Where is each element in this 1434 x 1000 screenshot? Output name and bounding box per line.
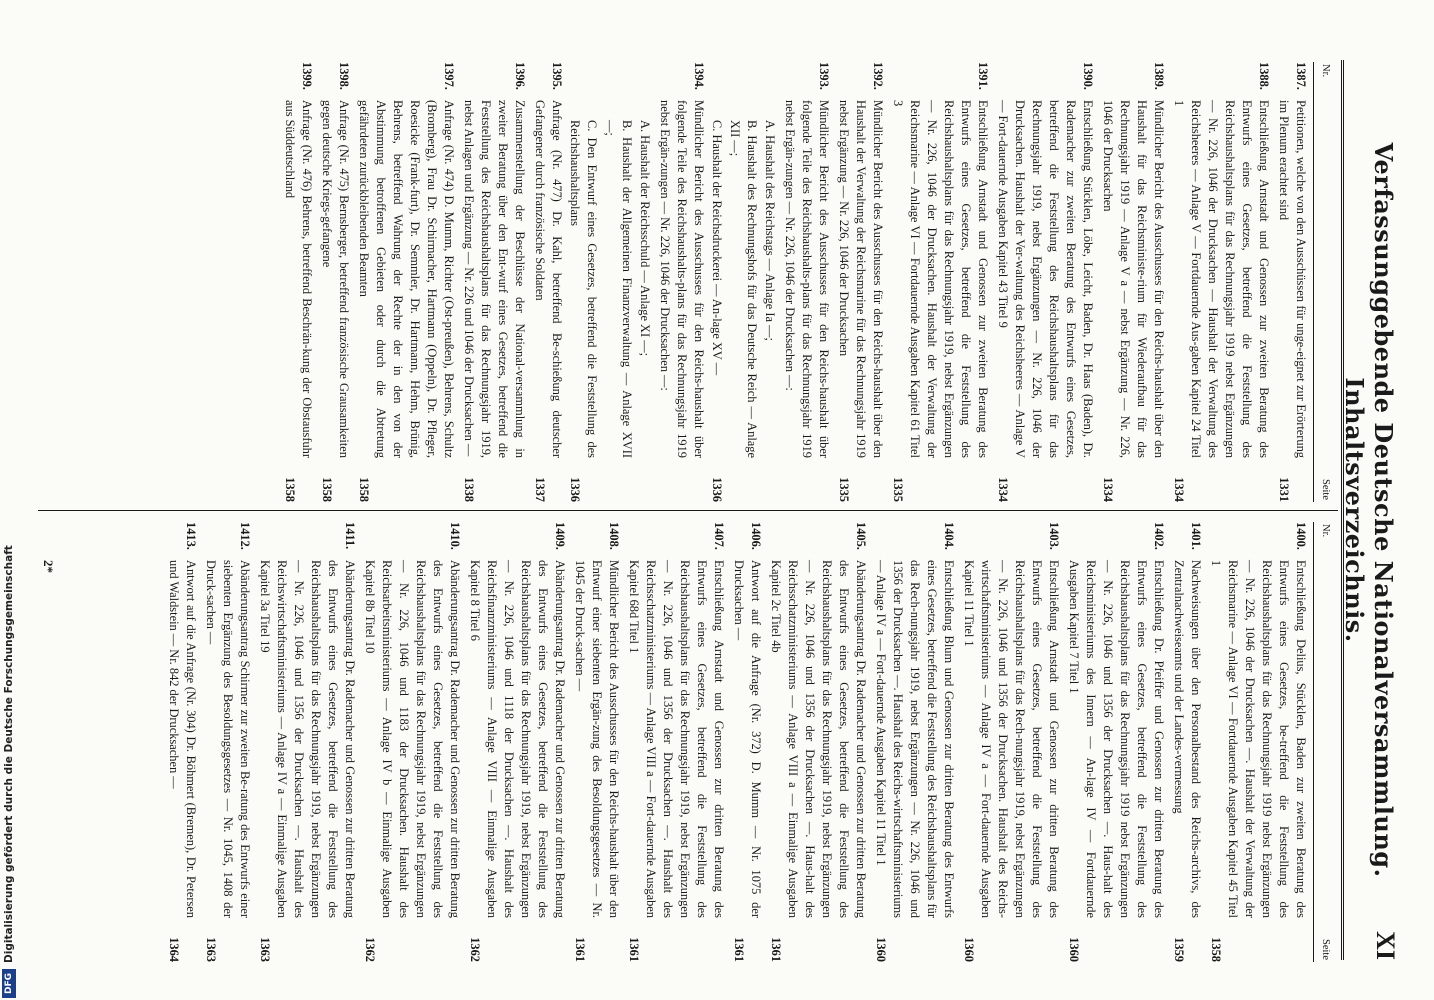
entry-number: 1400. [1294, 522, 1308, 550]
entry-text: Antwort auf die Anfrage (Nr. 304) Dr. Böhmert (Bremen), Dr. Petersen und Waldstein — Nr. 842 der Drucksachen — [167, 560, 198, 918]
entry-text: Mündlicher Bericht des Ausschusses für den Reichs-haushalt über den Entwurf einer siebenten Ergän-zung des Besoldungsgesetzes — Nr. 1045 der Druck-sachen — [573, 560, 621, 918]
entry-text: Anfrage (Nr. 475) Bernsberger, betreffend französische Grausamkeiten gegen deutsche Kriegs-gefangene [320, 100, 351, 458]
entry-page: 1361 [573, 937, 587, 962]
toc-entry [361, 522, 463, 962]
entry-number: 1413. [184, 522, 198, 550]
entry-text: Mündlicher Bericht des Ausschusses für den Reichs-haushalt über den Haushalt für das Reichsministe-rium für Wiederaufbau für das Rechnungsjahr 1919 — Anlage V a — nebst Ergänzung — Nr. 226, 1046 der Drucksachen [1101, 100, 1166, 458]
entry-page: 1358 [283, 477, 297, 502]
entry-page: 1335 [837, 477, 851, 502]
entry-number: 1394. [692, 62, 706, 90]
toc-entry [165, 522, 199, 962]
toc-entry [1275, 62, 1309, 502]
entry-text: Entschließung Delius, Stücklen, Baden zur zweiten Beratung des Entwurfs eines Gesetzes, be-treffend die Feststellung des Reichshaushaltsplans für das Rechnungsjahr 1919 nebst Ergänzungen — Nr. 226, 1046 der Drucksachen —. Haushalt der Verwaltung der Reichsmarine — Anlage VI — Fortdauernde Ausgaben Kapitel 45 Titel 1 [1209, 560, 1308, 918]
toc-entry [318, 62, 352, 502]
page-header [1340, 60, 1404, 960]
entry-text: Mündlicher Bericht des Ausschusses für den Reichs-haushalt über den Haushalt der Verwaltung der Reichsmarine für das Rechnungsjahr 1919 nebst Ergänzung — Nr. 226, 1046 der Drucksachen [837, 100, 885, 458]
toc-entry [835, 62, 886, 502]
entry-number: 1412. [238, 522, 252, 550]
column-divider [38, 510, 1338, 511]
toc-entry [730, 522, 764, 962]
entry-number: 1399. [300, 62, 314, 90]
entry-page: 1358 [320, 477, 334, 502]
entry-page: 1363 [258, 937, 272, 962]
entry-number: 1411. [343, 522, 357, 550]
toc-entry [531, 62, 565, 502]
entry-text: Entschließung Dr. Pfeiffer und Genossen zur dritten Beratung des Entwurfs eines Gesetzes, betreffend die Feststellung des Reichshaushaltsplans für das Rechnungsjahr 1919 nebst Ergänzungen — Nr. 226, 1046 und 1356 der Drucksachen —. Haus-halt des Reichsministeriums des Innern — An-lage IV — Fortdauernde Ausgaben Kapitel 7 Titel 1 [1067, 560, 1166, 918]
digitization-credit [2, 0, 16, 998]
entry-number: 1409. [553, 522, 567, 550]
entry-page: 1334 [1172, 477, 1186, 502]
number-column-label: Nr. [1320, 524, 1331, 538]
toc-entry [466, 522, 568, 962]
entry-text: Petitionen, welche von den Ausschüssen für unge-eignet zur Erörterung im Plenum erachtet sind [1277, 100, 1308, 458]
entry-text: Anfrage (Nr. 474) D. Mumm, Richter (Ost-preußen), Behrens, Schultz (Bromberg), Frau Dr. Schirmacher, Hartmann (Oppeln), Dr. Pfleger, Roesicke (Frank-furt), Dr. Semmler, Dr. Hartmann, Hehm, Brünig, Behrens, betreffend Wahrung der Rechte der in den von der Abstimmung betroffenen Gebieten oder durch die Abtretung gefährdeten zurückbleibenden Beamten [357, 100, 456, 458]
entry-text: Mündlicher Bericht des Ausschusses für den Reichs-haushalt über folgende Teile des Reichshaushalts-plans für das Rechnungsjahr 1919 nebst Ergän-zungen — Nr. 226, 1046 der Drucksachen —: [658, 100, 706, 458]
entry-number: 1401. [1189, 522, 1203, 550]
subentry-text: A. Haushalt der Reichsschuld — Anlage XI —; [638, 120, 652, 357]
page-column-label: Seite [1320, 939, 1331, 960]
entry-number: 1408. [607, 522, 621, 550]
entry-page: 1364 [167, 937, 181, 962]
subentry-text: C. Den Entwurf eines Gesetzes, betreffend die Feststellung des Reichshaushaltsplans [568, 120, 599, 458]
entry-page: 1360 [1067, 937, 1081, 962]
toc-entry [1207, 522, 1309, 962]
toc-entry [960, 522, 1062, 962]
entry-text: Entschließung Arnstadt und Genossen zur dritten Beratung des Entwurfs eines Gesetzes, betreffend die Feststellung des Reichshaushaltsplans für das Rech-nungsjahr 1919, nebst Ergänzungen — Nr. 226, 1046 und 1356 der Drucksachen. Haushalt des Reichs-wirtschaftsministeriums — Anlage IV a — Fort-dauernde Ausgaben Kapitel 11 Titel 1 [962, 560, 1061, 918]
toc-entry [1065, 522, 1167, 962]
header-rule [1341, 60, 1344, 960]
entry-text: Entschließung Stücklen, Löbe, Leicht, Baden, Dr. Haas (Baden), Dr. Rademacher zur zweiten Beratung des Entwurfs eines Gesetzes, betreffend die Feststellung des Reichshaushaltsplans für das Rechnungsjahr 1919, nebst Ergänzungen — Nr. 226, 1046 der Drucksachen. Haushalt der Ver-waltung des Reichsheeres — Anlage V — Fort-dauernde Ausgaben Kapitel 43 Titel 9 [996, 100, 1095, 458]
entry-number: 1406. [749, 522, 763, 550]
entry-page: 1362 [363, 937, 377, 962]
entry-number: 1396. [513, 62, 527, 90]
entry-page: 1334 [996, 477, 1010, 502]
entry-number: 1398. [337, 62, 351, 90]
entry-page: 1358 [1209, 937, 1223, 962]
toc-entry [460, 62, 528, 502]
toc-entry [625, 522, 727, 962]
entry-page: 1361 [732, 937, 746, 962]
entry-number: 1397. [442, 62, 456, 90]
toc-entry [256, 522, 358, 962]
subentry-page: 1336 [710, 477, 724, 502]
toc-entry [1170, 522, 1204, 962]
entry-number: 1403. [1047, 522, 1061, 550]
subentry-text: B. Haushalt der Allgemeinen Finanzverwaltung — Anlage XVII —; [603, 120, 634, 458]
entry-number: 1404. [942, 522, 956, 550]
toc-entry [889, 62, 991, 502]
entry-number: 1410. [448, 522, 462, 550]
entry-number: 1389. [1152, 62, 1166, 90]
entry-text: Anfrage (Nr. 476) Behrens, betreffend Beschrän-kung der Obstausfuhr aus Süddeutschland [283, 100, 314, 458]
toc-entry [281, 62, 315, 502]
page-column-label: Seite [1320, 479, 1331, 500]
toc-entry [1099, 62, 1167, 502]
subentry-text: B. Haushalt des Rechnungshofs für das Deutsche Reich — Anlage XII —; [728, 120, 759, 458]
subentry-page: 1336 [568, 477, 582, 502]
page-number: XI [1371, 931, 1400, 960]
toc-entry [767, 522, 869, 962]
entry-page: 1337 [533, 477, 547, 502]
entry-text: Entschließung Arnstadt und Genossen zur dritten Beratung des Entwurfs eines Gesetzes, betreffend die Feststellung des Reichshaushaltsplans für das Rechnungsjahr 1919, nebst Ergänzungen — Nr. 226, 1046 und 1356 der Drucksachen —. Haushalt des Reichsschatzministeriums — Anlage VIII a — Fort-dauernde Ausgaben Kapitel 68d Titel 1 [627, 560, 726, 918]
entry-text: Abänderungsantrag Dr. Rademacher und Genossen zur dritten Beratung des Entwurfs eines Gesetzes, betreffend die Feststellung des Reichshaushaltsplans für das Rechnungsjahr 1919, nebst Ergänzungen — Nr. 226, 1046 und 1356 der Drucksachen —. Haushalt des Reichswirtschaftsministeriums — Anlage IV a — Einmalige Ausgaben Kapitel 3a Titel 19 [258, 560, 357, 918]
toc-entry [571, 522, 622, 962]
entry-number: 1395. [550, 62, 564, 90]
toc-entry [872, 522, 957, 962]
entry-text: Abänderungsantrag Schirmer zur zweiten Be-ratung des Entwurfs einer siebenten Ergänzung des Besoldungsgesetzes — Nr. 1045, 1408 der Druck-sachen — [204, 560, 252, 918]
entry-text: Entschließung Blum und Genossen zur dritten Beratung des Entwurfs eines Gesetzes, betreffend die Feststellung des Reichshaushaltsplans für das Rech-nungsjahr 1919, nebst Ergänzungen — Nr. 226, 1046 und 1356 der Drucksachen —. Haushalt des Reichs-wirtschaftsministeriums — Anlage IV a — Fort-dauernde Ausgaben Kapitel 11 Titel 1 [874, 560, 956, 918]
entry-number: 1391. [976, 62, 990, 90]
toc-entry [994, 62, 1096, 502]
toc-entry [355, 62, 457, 502]
entry-number: 1390. [1081, 62, 1095, 90]
toc-subentry [636, 62, 653, 502]
toc-entry [202, 522, 253, 962]
entry-page: 1331 [1277, 477, 1291, 502]
toc-subentry [726, 62, 760, 502]
entry-page: 1363 [204, 937, 218, 962]
entry-page: 1334 [1101, 477, 1115, 502]
entry-number: 1392. [871, 62, 885, 90]
entry-text: Antwort auf die Anfrage (Nr. 372) D. Mumm — Nr. 1075 der Drucksachen — [732, 560, 763, 918]
toc-subentry [566, 62, 600, 502]
entry-text: Anfrage (Nr. 477) Dr. Kahl, betreffend Be-schießung deutscher Gefangener durch französische Soldaten [533, 100, 564, 458]
entry-number: 1402. [1152, 522, 1166, 550]
entry-page: 1361 [769, 937, 783, 962]
entry-page: 1358 [357, 477, 371, 502]
right-column [44, 522, 1334, 962]
column-head [1313, 522, 1334, 962]
number-column-label: Nr. [1320, 64, 1331, 78]
entry-text: Entschließung Arnstadt und Genossen zur zweiten Beratung des Entwurfs eines Gesetzes, betreffend die Feststellung des Reichshaushaltsplans für das Rechnungsjahr 1919, nebst Ergänzungen — Nr. 226, 1046 der Drucksachen. Haushalt der Verwaltung der Reichsmarine — Anlage VI — Fortdauernde Ausgaben Kapitel 61 Titel 3 [891, 100, 990, 458]
entry-text: Abänderungsantrag Dr. Rademacher und Genossen zur dritten Beratung des Entwurfs eines Gesetzes, betreffend die Feststellung des Reichshaushaltsplans für das Rechnungsjahr 1919, nebst Ergänzungen — Nr. 226, 1046 und 1356 der Drucksachen —. Haus-halt des Reichsschatzministeriums — Anlage VIII a — Einmalige Ausgaben Kapitel 2c Titel 4b [769, 560, 868, 918]
entry-text: Entschließung Arnstadt und Genossen zur zweiten Beratung des Entwurfs eines Gesetzes, betreffend die Feststellung des Reichshaushaltsplans für das Rechnungsjahr 1919 nebst Ergänzungen — Nr. 226, 1046 der Drucksachen — Haushalt der Verwaltung des Reichsheeres — Anlage V — Fortdauernde Aus-gaben Kapitel 24 Titel 1 [1172, 100, 1271, 458]
toc-subentry [601, 62, 635, 502]
entry-number: 1407. [712, 522, 726, 550]
entry-page: 1360 [874, 937, 888, 962]
entry-page: 1359 [1172, 937, 1186, 962]
running-title: Verfassunggebende Deutsche Nationalversammlung. Inhaltsverzeichnis. [1340, 142, 1398, 878]
toc-entry [781, 62, 832, 502]
entry-page: 1335 [891, 477, 905, 502]
entry-text: Abänderungsantrag Dr. Rademacher und Genossen zur dritten Beratung des Entwurfs eines Gesetzes, betreffend die Feststellung des Reichshaushaltsplans für das Rechnungsjahr 1919, nebst Ergänzungen — Nr. 226, 1046 und 1183 der Drucksachen. Haushalt des Reichsarbeitsministeriums — Anlage IV b — Einmalige Ausgaben Kapitel 8b Titel 10 [363, 560, 462, 918]
toc-subentry [761, 62, 778, 502]
toc-entry [1170, 62, 1272, 502]
entry-number: 1405. [854, 522, 868, 550]
entry-number: 1388. [1257, 62, 1271, 90]
entry-text: Zusammenstellung der Beschlüsse der National-versammlung in zweiter Beratung über den Ent-wurf eines Gesetzes, betreffend die Feststellung des Reichshaushaltsplans für das Rechnungsjahr 1919, nebst Anlagen und Ergänzung — Nr. 226 und 1046 der Drucksachen — [462, 100, 527, 458]
entry-number: 1387. [1294, 62, 1308, 90]
subentry-text: C. Haushalt der Reichsdruckerei — An-lage XV — [710, 120, 724, 376]
subentry-text: A. Haushalt des Reichstags — Anlage Ia —; [763, 120, 777, 341]
dfg-logo: DFG [2, 969, 16, 998]
entry-page: 1361 [627, 937, 641, 962]
entry-text: Mündlicher Bericht des Ausschusses für den Reichs-haushalt über folgende Teile des Reichshaushalts-plans für das Rechnungsjahr 1919 nebst Ergän-zungen — Nr. 226, 1046 der Drucksachen —: [783, 100, 831, 458]
credit-text: Digitalisierung gefördert durch die Deutsche Forschungsgemeinschaft [3, 545, 15, 963]
entry-number: 1393. [817, 62, 831, 90]
entry-text: Abänderungsantrag Dr. Rademacher und Genossen zur dritten Beratung des Entwurfs eines Gesetzes, betreffend die Feststellung des Reichshaushaltsplans für das Rechnungsjahr 1919, nebst Ergänzungen — Nr. 226, 1046 und 1118 der Drucksachen —. Haushalt des Reichsfinanzministeriums — Anlage VIII — Einmalige Ausgaben Kapitel 8 Titel 6 [468, 560, 567, 918]
toc-entry [656, 62, 707, 502]
left-column [44, 62, 1334, 502]
column-head [1313, 62, 1334, 502]
entry-page: 1360 [962, 937, 976, 962]
signature-mark: 2* [41, 560, 56, 573]
toc-subentry [708, 62, 725, 502]
entry-page: 1362 [468, 937, 482, 962]
entry-text: Nachweisungen über den Personalbestand des Reichs-archivs, des Zentralnachweiseamts und der Landes-vermessung [1172, 560, 1203, 918]
entry-page: 1338 [462, 477, 476, 502]
